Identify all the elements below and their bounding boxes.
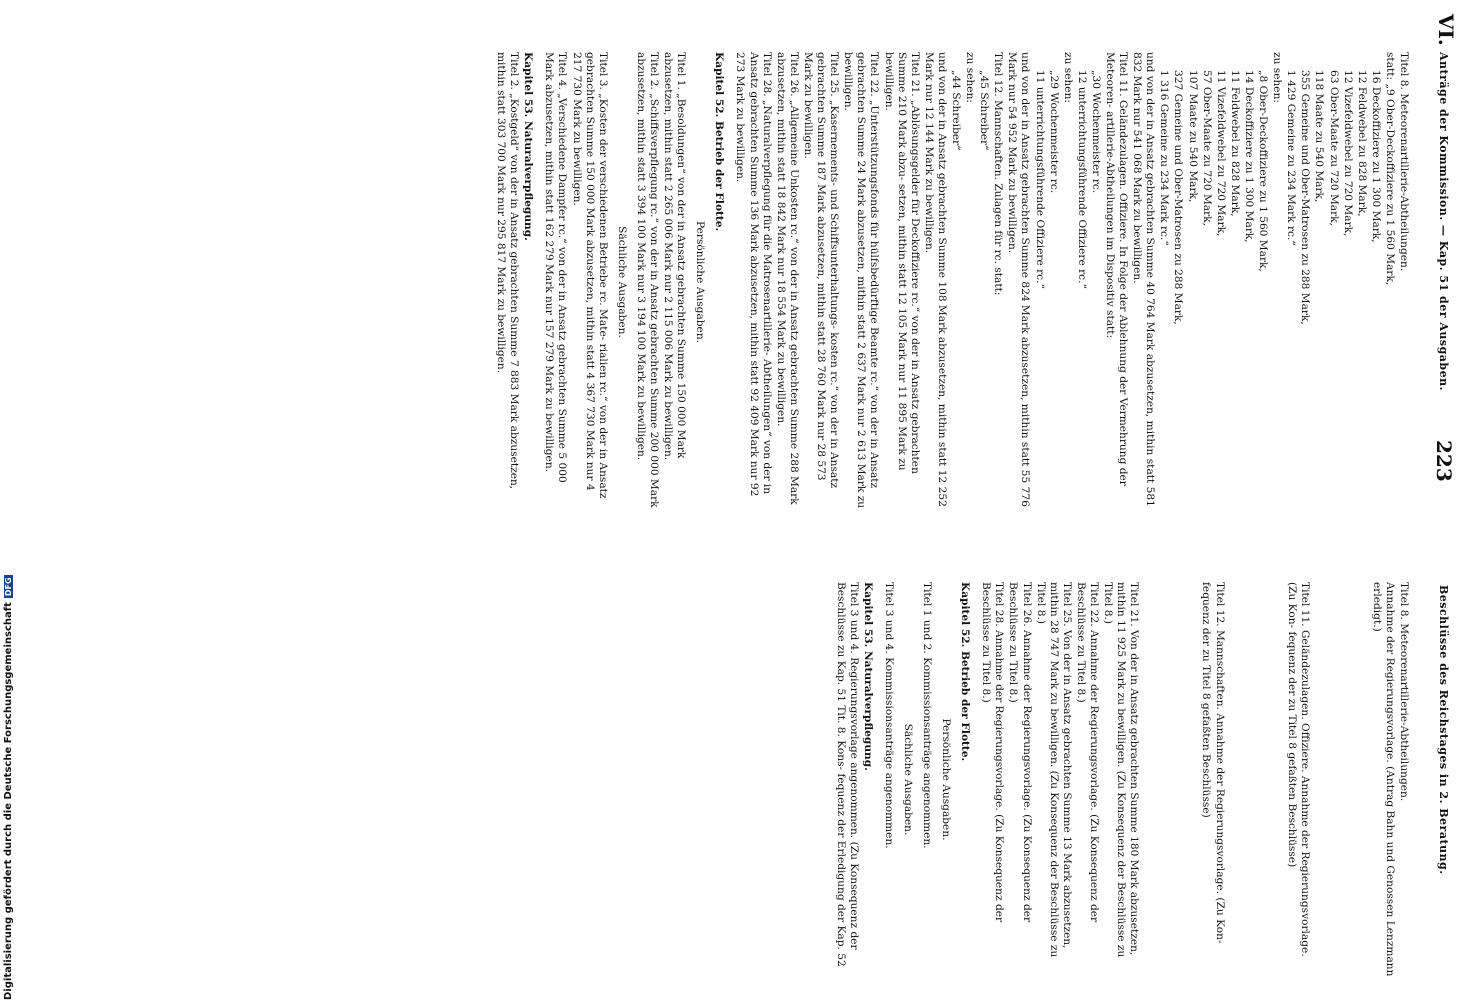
section-heading: Persönliche Ausgaben. [940,718,953,841]
text-line: Titel 22. Annahme der Regierungsvorlage. (Zu Konsequenz der Beschlüsse zu Titel 8.) [1074,582,1101,923]
left-column-resolutions [832,582,1410,977]
text-line: und von der in Ansatz gebrachten Summe 40 764 Mark abzusetzen, mithin statt 581 832 Mark nur 541 068 Mark zu bewilligen. [1131,52,1157,507]
text-line: Titel 21. Von der in Ansatz gebrachten Summe 180 Mark abzusetzen, mithin 11 925 Mark zu bewilligen. (Zu Konsequenz der Beschlüsse zu Titel 8.) [1102,582,1141,958]
blank-space [1311,582,1369,977]
page-number: 223 [1432,440,1456,482]
section-numeral: VI. [1434,14,1458,46]
text-line: 327 Gemeine und Ober-Matrosen zu 288 Mark, [1172,70,1185,325]
text-line: Titel 12. Mannschaften. Zulagen für rc. statt: [992,52,1005,296]
text-line: Titel 26. Annahme der Regierungsvorlage. (Zu Konsequenz der Beschlüsse zu Titel 8.) [1007,582,1033,923]
text-line: und von der in Ansatz gebrachten Summe 108 Mark abzusetzen, mithin statt 12 252 Mark nur 12 144 Mark zu bewilligen. [922,52,948,507]
text-line: 14 Deckoffiziere zu 1 300 Mark, [1242,70,1255,243]
text-line: 11 unterrichtungsführende Offiziere rc.“ [1033,70,1046,289]
text-line: Titel 28. „Naturalverpflegung für die Matrosenartillerie- Abtheilungen“ von der in Ansatz gebrachten Summe 136 Mark abzusetzen, mithin statt 92 409 Mark nur 92 273 Mark zu bewilligen. [734,52,773,497]
text-line: „45 Schreiber“ [978,70,991,151]
text-line: Titel 11. Geländezulagen. Offiziere. In Folge der Ablehnung der Vermehrung der Meteoren- artillerie-Abtheilungen im Dispositiv statt: [1104,52,1130,486]
text-line: Titel 28. Annahme der Regierungsvorlage. (Zu Konsequenz der Beschlüsse zu Titel 8.) [980,582,1006,923]
section-heading: Sächliche Ausgaben. [901,723,914,836]
chapter-heading: Kapitel 53. Naturalverpflegung. [522,52,535,241]
text-line: Titel 2. „Kostgeld“ von der in Ansatz gebrachten Summe 7 883 Mark abzusetzen, mithin statt 303 700 Mark nur 295 817 Mark zu bewilligen. [495,52,521,490]
right-column-header: Anträge der Kommission. — Kap. 51 der Ausgaben. [1437,52,1450,391]
text-line: statt: „9 Ober-Deckoffiziere zu 1 560 Mark, [1383,52,1396,286]
text-line: 12 Vizefeldwebel zu 720 Mark, [1341,70,1354,237]
text-line: zu sehen: [964,52,977,103]
text-line: 1 429 Gemeine zu 234 Mark rc.“ [1285,70,1298,246]
chapter-heading: Kapitel 53. Naturalverpflegung. [861,582,874,771]
text-line: 63 Ober-Maate zu 720 Mark, [1327,70,1340,226]
blank-space [1140,582,1198,977]
text-line: Titel 25. „Kasernements- und Schiffsunterhaltungs- kosten rc.“ von der in Ansatz gebrachten Summe 187 Mark abzusetzen, mithin statt 28 760 Mark nur 28 573 Mark zu bewilligen. [801,52,841,489]
text-line: Titel 3 und 4. Kommissionsanträge angenommen. [882,582,895,849]
text-line: Titel 1. „Besoldungen“ von der in Ansatz gebrachten Summe 150 000 Mark abzusetzen, mithin statt 2 265 006 Mark nur 2 115 006 Mark zu bewilligen. [662,52,688,461]
footer-text: Digitalisierung gefördert durch die Deutsche Forschungsgemeinschaft [3,602,14,1000]
text-line: 355 Gemeine und Ober-Matrosen zu 288 Mark, [1299,70,1312,325]
section-heading: Persönliche Ausgaben. [694,220,707,344]
text-line: 12 Feldwebel zu 828 Mark, [1355,70,1368,217]
text-line: „44 Schreiber“ [950,70,962,151]
text-line: Annahme der Regierungsvorlage. (Antrag Bahn und Genossen Lenzmann erledigt.) [1370,582,1396,977]
text-line: Titel 1 und 2. Kommissionsanträge angenommen. [921,582,934,849]
text-line: „30 Wochenmeister rc. [1089,70,1102,194]
chapter-heading: Kapitel 52. Betrieb der Flotte. [713,52,726,232]
text-line: 1 316 Gemeine zu 234 Mark rc.“ [1158,70,1171,246]
text-line: zu sehen: [1271,52,1284,103]
text-line: Titel 8. Meteorenartillerie-Abtheilungen. [1398,582,1410,802]
text-line: Titel 26. „Allgemeine Unkosten rc.“ von der in Ansatz gebrachten Summe 288 Mark abzusetzen, mithin statt 18 842 Mark nur 18 554 Mark zu bewilligen. [774,52,800,505]
section-heading: Sächliche Ausgaben. [615,226,628,338]
text-line: Titel 25. Von der in Ansatz gebrachten Summe 13 Mark abzusetzen, mithin 28 747 Mark zu bewilligen. (Zu Konsequenz der Beschlüsse zu Titel 8.) [1034,582,1073,958]
blank-space [1226,582,1284,977]
text-line: 11 Feldwebel zu 828 Mark, [1228,70,1241,217]
text-line: 12 unterrichtungsführende Offiziere rc.“ [1075,70,1088,289]
text-line: Titel 12. Mannschaften. Annahme der Regierungsvorlage. (Zu Kon- fequenz der zu Titel 8 gefaßten Beschlüsse) [1200,582,1226,944]
text-line: 11 Vizefeldwebel zu 720 Mark, [1214,70,1227,237]
text-line: Titel 22. „Unterstützungsfonds für hülfsbedürftige Beamte rc.“ von der in Ansatz gebrachten Summe 24 Mark abzusetzen, mithin statt 2 637 Mark nur 2 613 Mark zu bewilligen. [842,52,881,509]
text-line: Titel 3 und 4. Regierungsvorlage angenommen. (Zu Konsequenz der Beschlüsse zu Kap. 51 Tit. 8. Kons- fequenz der Erledigung der Kap. 52 [834,582,860,967]
text-line: 118 Maate zu 540 Mark, [1313,70,1326,203]
text-line: 107 Maate zu 540 Mark, [1186,70,1199,203]
text-line: „29 Wochenmeister rc. [1047,70,1060,194]
text-line: Titel 2. „Schiffsverpflegung rc.“ von der in Ansatz gebrachten Summe 200 000 Mark abzusetzen, mithin statt 3 394 100 Mark nur 3 194 100 Mark zu bewilligen. [634,52,661,508]
text-line: 57 Ober-Maate zu 720 Mark, [1200,70,1213,226]
chapter-heading: Kapitel 52. Betrieb der Flotte. [959,582,972,762]
text-line: „8 Ober-Deckoffiziere zu 1 560 Mark, [1257,70,1270,272]
text-line: Titel 21. „Ablösungsgelder für Deckoffiziere rc.“ von der in Ansatz gebrachten Summe 210 Mark abzu- setzen, mithin statt 12 105 Mark nur 11 895 Mark zu bewilligen. [882,52,921,474]
text-line: Titel 8. Meteorenartillerie-Abtheilungen. [1398,52,1410,272]
dfg-logo: DFG [4,577,13,597]
footer-credit [3,575,15,1000]
text-line: und von der in Ansatz gebrachten Summe 824 Mark abzusetzen, mithin statt 55 776 Mark nur 54 952 Mark zu bewilligen. [1006,52,1032,507]
text-line: Titel 4. „Verschiedene Dampfer rc.“ von der in Ansatz gebrachten Summe 5 000 Mark abzusetzen, mithin statt 162 279 Mark nur 157 279 Mark zu bewilligen. [543,52,569,483]
right-column-commission-motions [493,52,1410,512]
left-column-header: Beschlüsse des Reichstages in 2. Beratung. [1437,585,1450,875]
text-line: Titel 11. Geländezulagen. Offiziere. Annahme der Regierungsvorlage. (Zu Kon- fequenz der zu Titel 8 gefaßten Beschlüsse) [1285,582,1311,957]
text-line: zu sehen: [1061,52,1074,103]
text-line: Titel 3. „Kosten der verschiedenen Betriebe rc. Mate- rialien rc.“ von der in Ansatz gebrachten Summe 150 000 Mark abzusetzen, mithin statt 4 367 730 Mark nur 4 217 730 Mark zu bewilligen. [570,52,609,499]
text-line: 16 Deckoffiziere zu 1 300 Mark, [1369,70,1382,243]
